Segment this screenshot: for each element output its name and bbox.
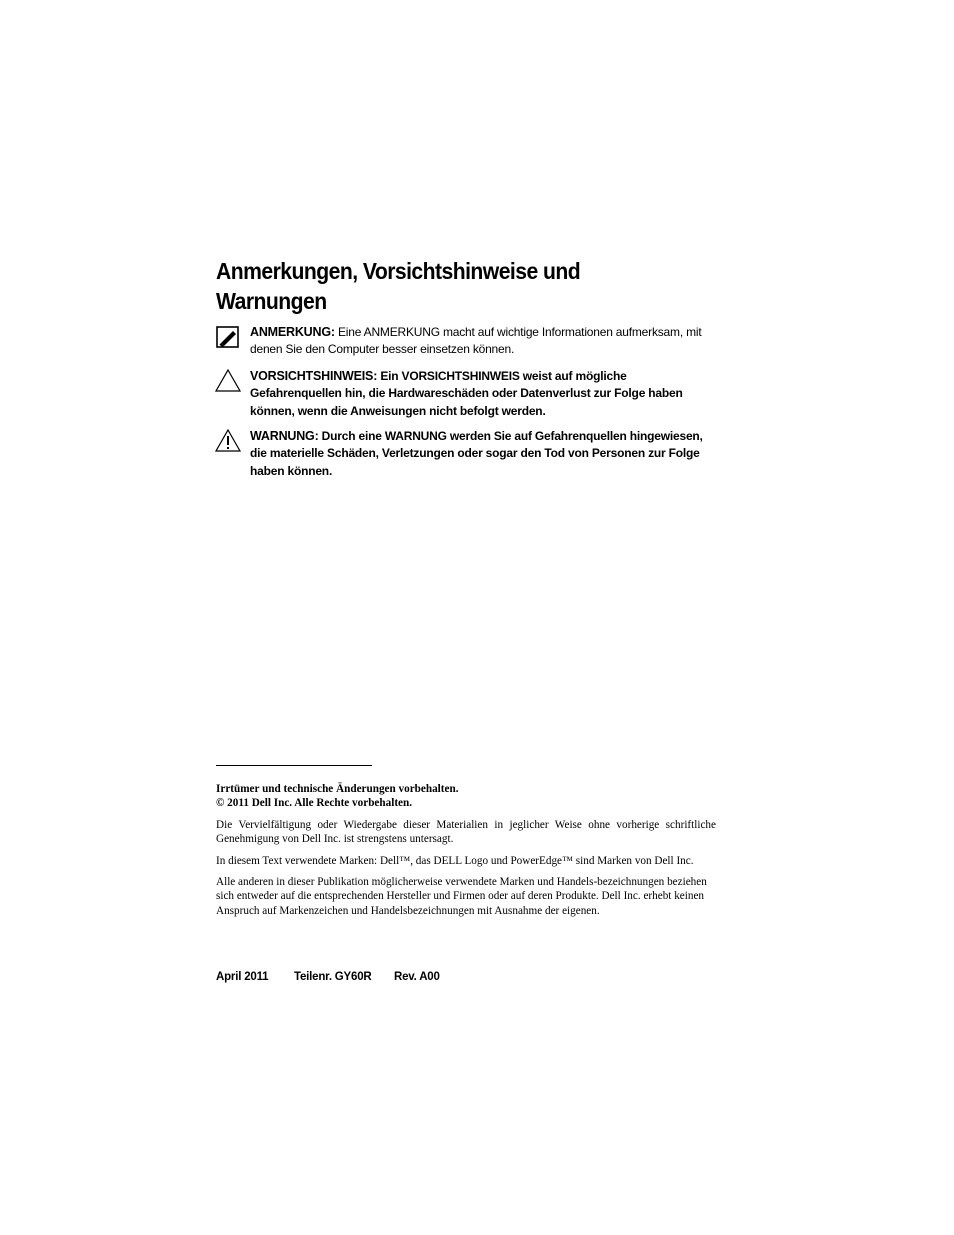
caution-text bbox=[250, 368, 720, 420]
note-label: ANMERKUNG: bbox=[250, 325, 335, 339]
note-pencil-icon bbox=[215, 324, 241, 350]
copyright-text: © 2011 Dell Inc. Alle Rechte vorbehalten. bbox=[216, 797, 413, 810]
other-marks-text: Alle anderen in dieser Publikation möglicherweise verwendete Marken und Handels-bezeichnungen beziehen sich entweder auf die entsprechenden Hersteller und Firmen oder auf deren Produkte. Dell Inc. erhebt keinen Anspruch auf Markenzeichen und Handelsbezeichnungen mit Ausnahme der eigenen. bbox=[216, 876, 707, 917]
warning-exclamation-icon bbox=[215, 428, 241, 454]
page-title: Anmerkungen, Vorsichtshinweise und Warnungen bbox=[216, 258, 581, 314]
publication-date: April 2011 bbox=[216, 971, 269, 983]
trademarks-text: In diesem Text verwendete Marken: Dell™, das DELL Logo und PowerEdge™ sind Marken von Dell Inc. bbox=[216, 854, 694, 867]
warning-text bbox=[250, 428, 720, 480]
legal-header bbox=[216, 782, 716, 811]
warning-body: Durch eine WARNUNG werden Sie auf Gefahrenquellen hingewiesen, die materielle Schäden, Verletzungen oder sogar den Tod von Personen zur Folge haben können. bbox=[250, 429, 703, 478]
publication-info bbox=[216, 971, 440, 983]
revision: Rev. A00 bbox=[394, 971, 440, 983]
caution-body: Ein VORSICHTSHINWEIS weist auf mögliche Gefahrenquellen hin, die Hardwareschäden oder Datenverlust zur Folge haben können, wenn die Anweisungen nicht befolgt werden. bbox=[250, 369, 683, 418]
note-text bbox=[250, 324, 720, 359]
note-body: Eine ANMERKUNG macht auf wichtige Informationen aufmerksam, mit denen Sie den Computer besser einsetzen können. bbox=[250, 325, 702, 357]
reproduction-text: Die Vervielfältigung oder Wiedergabe dieser Materialien in jeglicher Weise ohne vorherige schriftliche Genehmigung von Dell Inc. ist strengstens untersagt. bbox=[216, 818, 716, 846]
warning-label: WARNUNG: bbox=[250, 429, 319, 443]
caution-triangle-icon bbox=[215, 368, 241, 394]
footnote-rule bbox=[216, 765, 372, 766]
legal-notice bbox=[216, 782, 716, 925]
part-number: Teilenr. GY60R bbox=[294, 971, 372, 983]
caution-label: VORSICHTSHINWEIS: bbox=[250, 369, 378, 383]
disclaimer-text: Irrtümer und technische Änderungen vorbehalten. bbox=[216, 783, 459, 795]
